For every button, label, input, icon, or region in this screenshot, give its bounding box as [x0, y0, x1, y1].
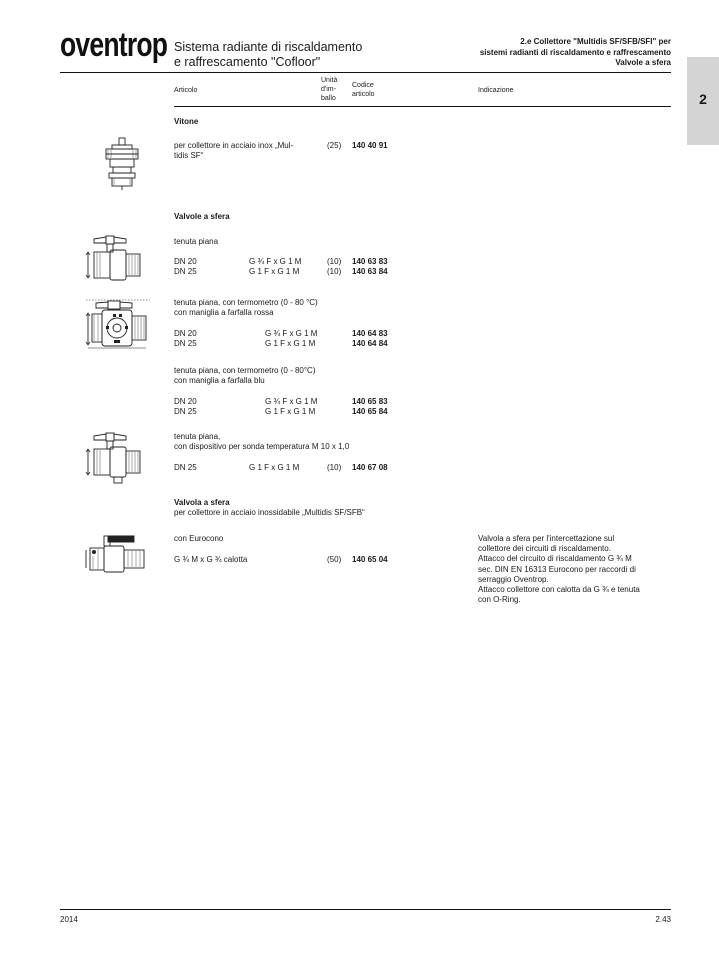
g1-row1-dn: DN 20 [174, 257, 197, 266]
indication-line: con O-Ring. [478, 595, 521, 605]
g4-row-unit: (10) [327, 463, 342, 472]
ball-valve-thermometer-icon [84, 296, 152, 356]
table-header-rule [174, 106, 671, 107]
g2-desc-1: tenuta piana, con termometro (0 - 80 °C) [174, 298, 318, 307]
indication-line: sec. DIN EN 16313 Eurocono per raccordi di [478, 564, 636, 574]
g4-row-dn: DN 25 [174, 463, 197, 472]
indication-line: Attacco del circuito di riscaldamento G ¾ M [478, 554, 632, 564]
valvola-inox-subheading: per collettore in acciaio inossidabile „Multidis SF/SFB“ [174, 508, 365, 517]
heading-vitone: Vitone [174, 117, 199, 126]
vitone-desc-2: tidis SF“ [174, 151, 204, 160]
g3-row2-conn: G 1 F x G 1 M [265, 407, 316, 416]
heading-valvole: Valvole a sfera [174, 212, 230, 221]
g1-desc: tenuta piana [174, 237, 219, 246]
title-line-1: Sistema radiante di riscaldamento [174, 40, 363, 54]
g2-row2-conn: G 1 F x G 1 M [265, 339, 316, 348]
g3-row1-dn: DN 20 [174, 397, 197, 406]
g1-row2-dn: DN 25 [174, 267, 197, 276]
chapter-line-3: Valvole a sfera [615, 58, 671, 67]
indication-line: collettore dei circuiti di riscaldamento. [478, 544, 611, 554]
col-unita [321, 76, 337, 103]
footer-rule [60, 909, 671, 910]
g2-row1-code: 140 64 83 [352, 329, 388, 338]
col-codice [352, 81, 375, 99]
g2-row2-code: 140 64 84 [352, 339, 388, 348]
chapter-line-2: sistemi radianti di riscaldamento e raffrescamento [479, 47, 671, 57]
g3-row2-dn: DN 25 [174, 407, 197, 416]
valvola-inox-desc: con Eurocono [174, 534, 224, 543]
col-codice-line1: Codice [352, 82, 374, 89]
g2-row1-conn: G ¾ F x G 1 M [265, 329, 318, 338]
section-tab [687, 57, 719, 145]
col-codice-line2: articolo [352, 91, 375, 98]
g3-row1-code: 140 65 83 [352, 397, 388, 406]
g4-row-code: 140 67 08 [352, 463, 388, 472]
heading-valvola-inox: Valvola a sfera [174, 498, 230, 507]
section-tab-number: 2 [699, 91, 707, 107]
vitone-desc-1: per collettore in acciaio inox „Mul- [174, 141, 294, 150]
indication-line: Attacco collettore con calotta da G ¾ e tenuta [478, 585, 640, 595]
ball-valve-sensor-icon [84, 430, 148, 488]
col-indicazione: Indicazione [478, 87, 514, 94]
chapter-line-1: 2.e Collettore "Multidis SF/SFB/SFI" per [520, 37, 671, 46]
g3-desc-1: tenuta piana, con termometro (0 - 80°C) [174, 366, 316, 375]
indication-text [478, 534, 678, 605]
col-unita-line3: ballo [321, 95, 336, 102]
indication-line: Valvola a sfera per l'intercettazione sul [478, 534, 615, 543]
g1-row2-code: 140 63 84 [352, 267, 388, 276]
g4-desc-2: con dispositivo per sonda temperatura M 10 x 1,0 [174, 442, 350, 451]
vitone-valve-icon [98, 137, 146, 191]
ball-valve-eurocone-icon [84, 532, 152, 578]
g1-row1-code: 140 63 83 [352, 257, 388, 266]
g4-desc-1: tenuta piana, [174, 432, 221, 441]
valvola-inox-code: 140 65 04 [352, 555, 388, 564]
chapter-heading [480, 37, 671, 69]
col-articolo: Articolo [174, 87, 198, 94]
valvola-inox-conn: G ¾ M x G ¾ calotta [174, 555, 248, 564]
oventrop-logo: oventrop [60, 26, 168, 64]
page-number: 2.43 [655, 915, 671, 924]
g2-row2-dn: DN 25 [174, 339, 197, 348]
g3-desc-2: con maniglia a farfalla blu [174, 376, 265, 385]
g1-row2-unit: (10) [327, 267, 342, 276]
header-rule [60, 72, 671, 73]
g1-row1-conn: G ¾ F x G 1 M [249, 257, 302, 266]
col-unita-line1: Unità [321, 77, 338, 84]
g4-row-conn: G 1 F x G 1 M [249, 463, 300, 472]
g2-row1-dn: DN 20 [174, 329, 197, 338]
vitone-code: 140 40 91 [352, 141, 388, 150]
title-line-2: e raffrescamento "Cofloor" [174, 55, 321, 69]
g1-row2-conn: G 1 F x G 1 M [249, 267, 300, 276]
ball-valve-icon [84, 233, 148, 287]
footer-year: 2014 [60, 915, 78, 924]
g1-row1-unit: (10) [327, 257, 342, 266]
g2-desc-2: con maniglia a farfalla rossa [174, 308, 274, 317]
g3-row2-code: 140 65 84 [352, 407, 388, 416]
valvola-inox-unit: (50) [327, 555, 342, 564]
vitone-unit: (25) [327, 141, 342, 150]
g3-row1-conn: G ¾ F x G 1 M [265, 397, 318, 406]
col-unita-line2: d'im- [321, 86, 336, 93]
indication-line: serraggio Oventrop. [478, 574, 549, 584]
page-title [174, 40, 362, 70]
